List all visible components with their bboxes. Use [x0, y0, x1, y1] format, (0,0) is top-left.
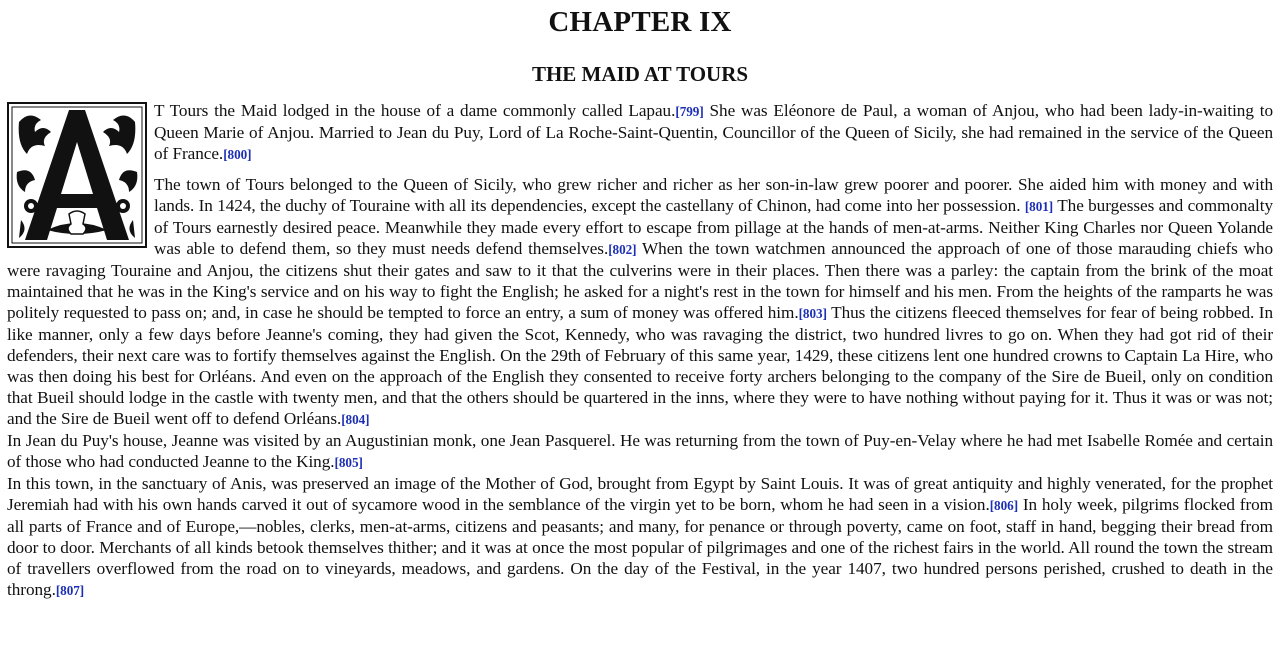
paragraph-text: T Tours the Maid lodged in the house of a dame commonly called Lapau.: [154, 101, 676, 120]
footnote-link-806[interactable]: [806]: [989, 498, 1019, 513]
dropcap-a-image: [7, 102, 147, 248]
paragraph-text: The town of Tours belonged to the Queen of Sicily, who grew richer and richer as her son-in-law grew poorer and poorer. She aided him with money and with lands. In 1424, the duchy of Touraine with all its dependencies, except the castellany of Chinon, had come into her possession.: [154, 175, 1273, 215]
footnote-link-805[interactable]: [805]: [334, 455, 363, 470]
footnote-link-803[interactable]: [803]: [798, 306, 827, 321]
paragraph-3: [7, 430, 1273, 473]
paragraph-text: When the town watchmen announced the approach of one of those marauding chiefs who were ravaging Touraine and Anjou, the citizens shut their gates and saw to it that the culverins were in their places. Then there was a parley: the captain from the brink of the moat maintained that he was in the King's service and on his way to fight the English; he asked for a night's rest in the town for himself and his men. From the heights of the ramparts he was politely requested to pass on; and, in case he should be tempted to force an entry, a sum of money was offered him.: [7, 239, 1273, 322]
footnote-link-802[interactable]: [802]: [608, 242, 637, 257]
paragraph-2: [7, 174, 1273, 430]
paragraph-text: In Jean du Puy's house, Jeanne was visited by an Augustinian monk, one Jean Pasquerel. He was returning from the town of Puy-en-Velay where he had met Isabelle Romée and certain of those who had conducted Jeanne to the King.: [7, 431, 1273, 471]
footnote-link-800[interactable]: [800]: [223, 147, 252, 162]
paragraph-1: [7, 100, 1273, 165]
paragraph-text: Thus the citizens fleeced themselves for fear of being robbed. In like manner, only a few days before Jeanne's coming, they had given the Scot, Kennedy, who was ravaging the district, two hundred livres to go on. When they had got rid of their defenders, their next care was to fortify themselves against the English. On the 29th of February of this same year, 1429, these citizens lent one hundred crowns to Captain La Hire, who was then doing his best for Orléans. And even on the approach of the English they consented to receive forty archers belonging to the company of the Sire de Bueil, only on condition that Bueil should lodge in the castle with twenty men, and that the others should be quartered in the inns, where they were to have nothing without paying for it. Thus it was or was not; and the Sire de Bueil went off to defend Orléans.: [7, 303, 1273, 428]
footnote-link-807[interactable]: [807]: [55, 583, 85, 598]
paragraph-text: The burgesses and commonalty of Tours earnestly desired peace. Meanwhile they made every effort to escape from pillage at the hands of men-at-arms. Neither King Charles nor Queen Yolande was able to defend them, so they must needs defend themselves.: [154, 196, 1274, 258]
chapter-title: CHAPTER IX: [548, 6, 732, 38]
footnote-link-801[interactable]: [801]: [1024, 199, 1054, 214]
footnote-link-804[interactable]: [804]: [341, 412, 370, 427]
paragraph-text: She was Eléonore de Paul, a woman of Anjou, who had been lady-in-waiting to Queen Marie of Anjou. Married to Jean du Puy, Lord of La Roche-Saint-Quentin, Councillor of the Queen of Sicily, she had remained in the service of the Queen of France.: [154, 101, 1273, 163]
paragraph-4: [7, 473, 1273, 601]
paragraph-text: In this town, in the sanctuary of Anis, was preserved an image of the Mother of God, brought from Egypt by Saint Louis. It was of great antiquity and highly venerated, for the prophet Jeremiah had with his own hands carved it out of sycamore wood in the semblance of the virgin yet to be born, whom he had seen in a vision.: [7, 474, 1273, 514]
footnote-link-799[interactable]: [799]: [675, 104, 704, 119]
section-title: THE MAID AT TOURS: [531, 62, 749, 86]
paragraph-text: In holy week, pilgrims flocked from all parts of France and of Europe,—nobles, clerks, men-at-arms, citizens and peasants; and many, for penance or through poverty, came on foot, staff in hand, begging their bread from door to door. Merchants of all kinds betook themselves thither; and it was at once the most popular of pilgrimages and one of the richest fairs in the world. All round the town the stream of travellers overflowed from the road on to vineyards, meadows, and gardens. On the day of the Festival, in the year 1407, two hundred persons perished, crushed to death in the throng.: [7, 495, 1273, 599]
